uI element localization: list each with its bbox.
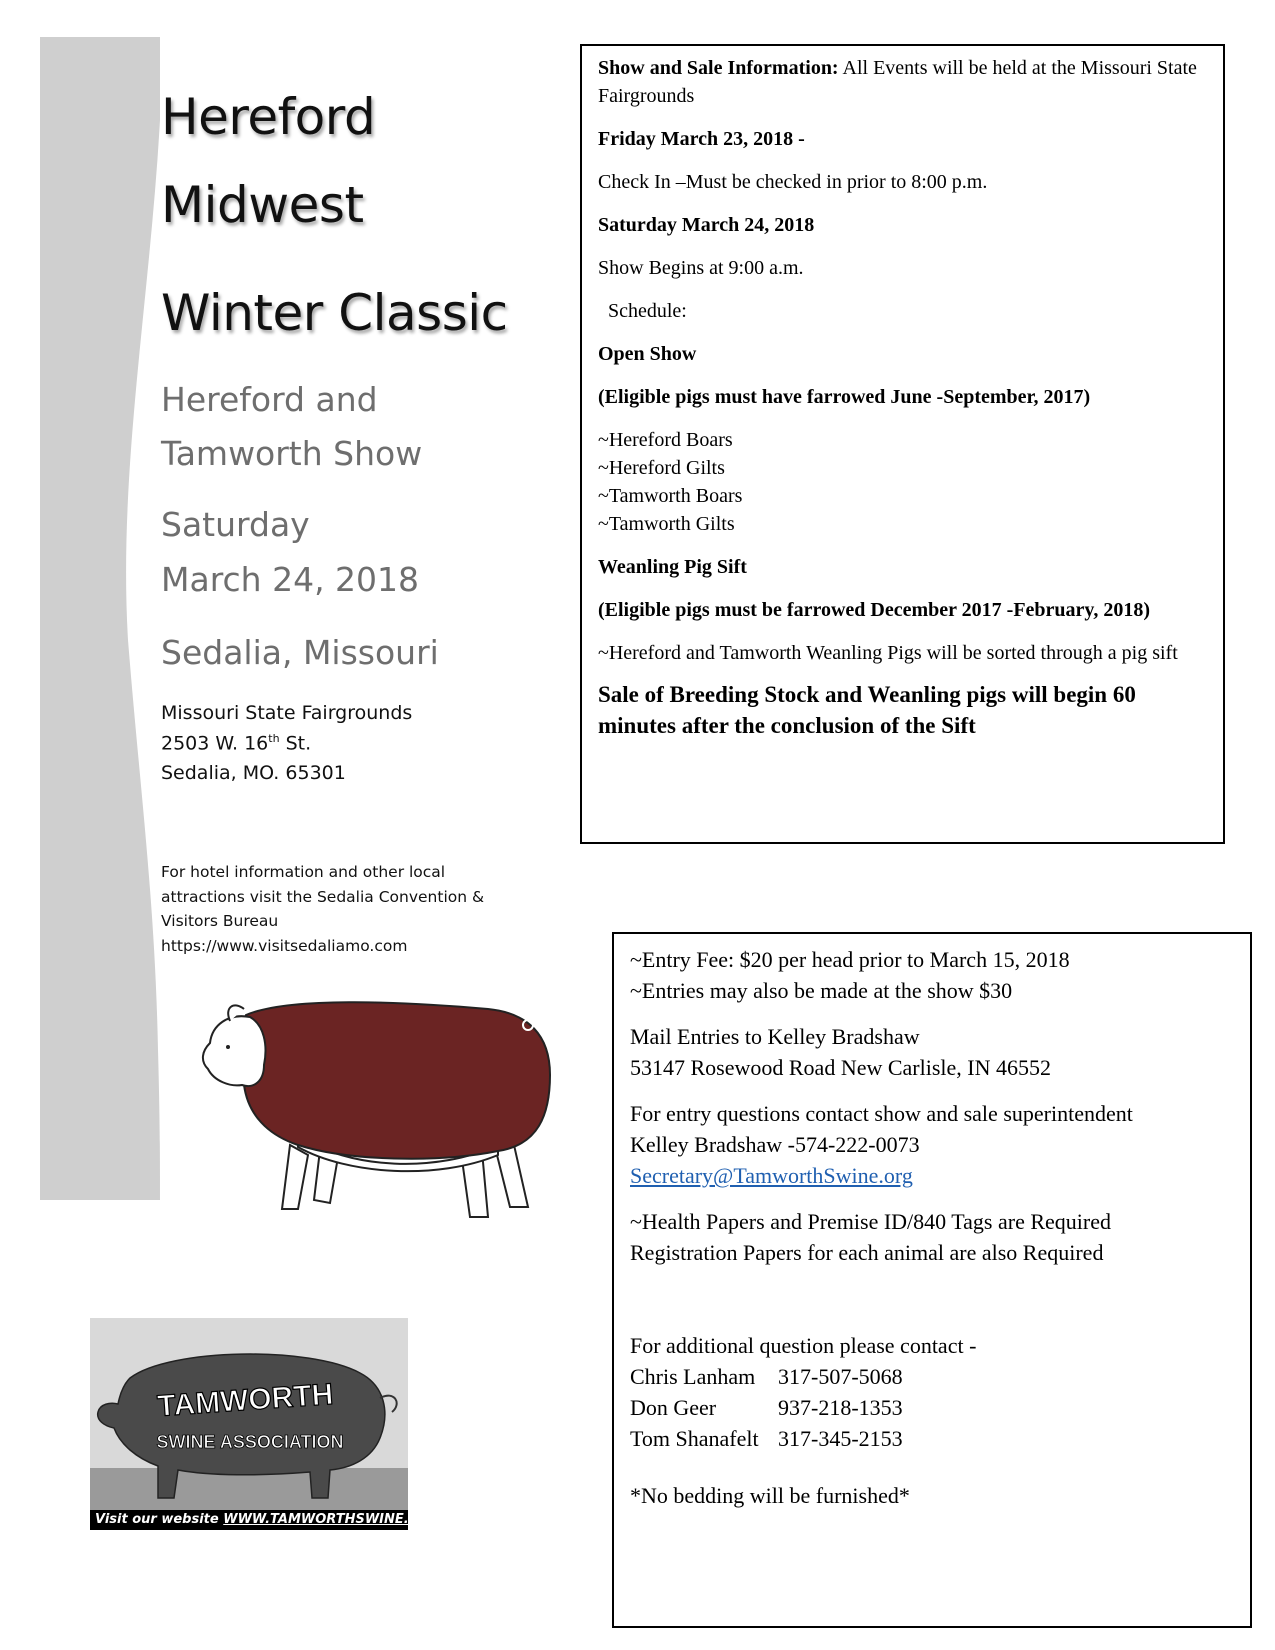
tamworth-logo — [90, 1318, 441, 1530]
show-info-box — [580, 44, 1225, 844]
show-name-line-2: Tamworth Show — [161, 434, 423, 473]
sift-text: ~Hereford and Tamworth Weanling Pigs will be sorted through a pig sift — [598, 642, 1178, 664]
sift-eligibility: (Eligible pigs must be farrowed December 2017 -February, 2018) — [598, 599, 1150, 621]
sift-heading: Weanling Pig Sift — [598, 556, 747, 578]
list-item: ~Tamworth Boars — [598, 485, 743, 507]
schedule-label: Schedule: — [608, 300, 687, 322]
contact-name: Chris Lanham — [630, 1364, 756, 1389]
show-city: Sedalia, Missouri — [161, 633, 439, 672]
class-list — [598, 426, 1209, 538]
superintendent-contact: Kelley Bradshaw -574-222-0073 — [630, 1132, 920, 1157]
additional-contact-heading: For additional question please contact - — [630, 1333, 977, 1358]
friday-date: Friday March 23, 2018 - — [598, 128, 805, 150]
sale-text: Sale of Breeding Stock and Weanling pigs will begin 60 minutes after the conclusion of the Sift — [598, 682, 1136, 738]
saturday-date: Saturday March 24, 2018 — [598, 214, 815, 236]
info-text: All Events will be held at the Missouri State Fairgrounds — [598, 57, 1197, 107]
title-line-2: Midwest — [161, 176, 364, 234]
hereford-pig-illustration — [198, 995, 570, 1225]
logo-name-bottom: SWINE ASSOCIATION — [156, 1432, 344, 1452]
contact-row — [630, 1361, 1234, 1392]
show-date: March 24, 2018 — [161, 560, 420, 599]
contact-name: Tom Shanafelt — [630, 1426, 759, 1451]
title-line-3: Winter Classic — [161, 284, 508, 342]
secretary-email-link[interactable]: Secretary@TamworthSwine.org — [630, 1163, 913, 1188]
street-suffix: St. — [279, 732, 312, 755]
entry-info-box — [612, 932, 1252, 1628]
bedding-note: *No bedding will be furnished* — [630, 1483, 910, 1508]
logo-website-banner — [90, 1510, 441, 1530]
logo-footer-prefix: Visit our website — [95, 1512, 224, 1527]
contact-row — [630, 1423, 1234, 1454]
checkin-text: Check In –Must be checked in prior to 8:00 p.m. — [598, 171, 988, 193]
title-line-1: Hereford — [161, 88, 376, 146]
contact-name: Don Geer — [630, 1395, 717, 1420]
entry-questions: For entry questions contact show and sale superintendent — [630, 1101, 1133, 1126]
entry-fee: ~Entry Fee: $20 per head prior to March 15, 2018 — [630, 947, 1070, 972]
info-paragraph — [598, 54, 1209, 110]
entry-fee-at-show: ~Entries may also be made at the show $30 — [630, 978, 1013, 1003]
street-number: 2503 W. 16 — [161, 732, 269, 755]
registration-papers: Registration Papers for each animal are also Required — [630, 1240, 1104, 1265]
mail-address: 53147 Rosewood Road New Carlisle, IN 46552 — [630, 1055, 1052, 1080]
open-show-heading: Open Show — [598, 343, 697, 365]
contact-row — [630, 1392, 1234, 1423]
pig-body — [242, 1002, 550, 1158]
list-item: ~Tamworth Gilts — [598, 513, 735, 535]
pig-head — [203, 1016, 266, 1086]
contact-phone: 317-345-2153 — [778, 1426, 903, 1451]
open-show-eligibility: (Eligible pigs must have farrowed June -September, 2017) — [598, 386, 1091, 408]
street-ordinal: th — [268, 732, 280, 745]
contact-phone: 317-507-5068 — [778, 1364, 903, 1389]
tamworth-logo-graphic — [90, 1318, 408, 1530]
info-heading: Show and Sale Information: — [598, 57, 839, 79]
side-band-shape — [40, 37, 160, 1200]
venue-name: Missouri State Fairgrounds — [161, 702, 413, 724]
health-papers: ~Health Papers and Premise ID/840 Tags are Required — [630, 1209, 1111, 1234]
list-item: ~Hereford Gilts — [598, 457, 725, 479]
show-name-line-1: Hereford and — [161, 380, 378, 419]
venue-street — [161, 732, 311, 754]
show-begins: Show Begins at 9:00 a.m. — [598, 257, 804, 279]
show-date-day: Saturday — [161, 505, 310, 544]
mail-entries: Mail Entries to Kelley Bradshaw — [630, 1024, 920, 1049]
contact-phone: 937-218-1353 — [778, 1395, 903, 1420]
hotel-info: For hotel information and other local attractions visit the Sedalia Convention & Visitors Bureau https://www.visitsedaliamo.com — [161, 863, 485, 955]
logo-name-top: TAMWORTH — [156, 1377, 335, 1424]
list-item: ~Hereford Boars — [598, 429, 733, 451]
venue-city-zip: Sedalia, MO. 65301 — [161, 762, 346, 784]
logo-website-link[interactable]: WWW.TAMWORTHSWINE.ORG — [223, 1512, 441, 1527]
